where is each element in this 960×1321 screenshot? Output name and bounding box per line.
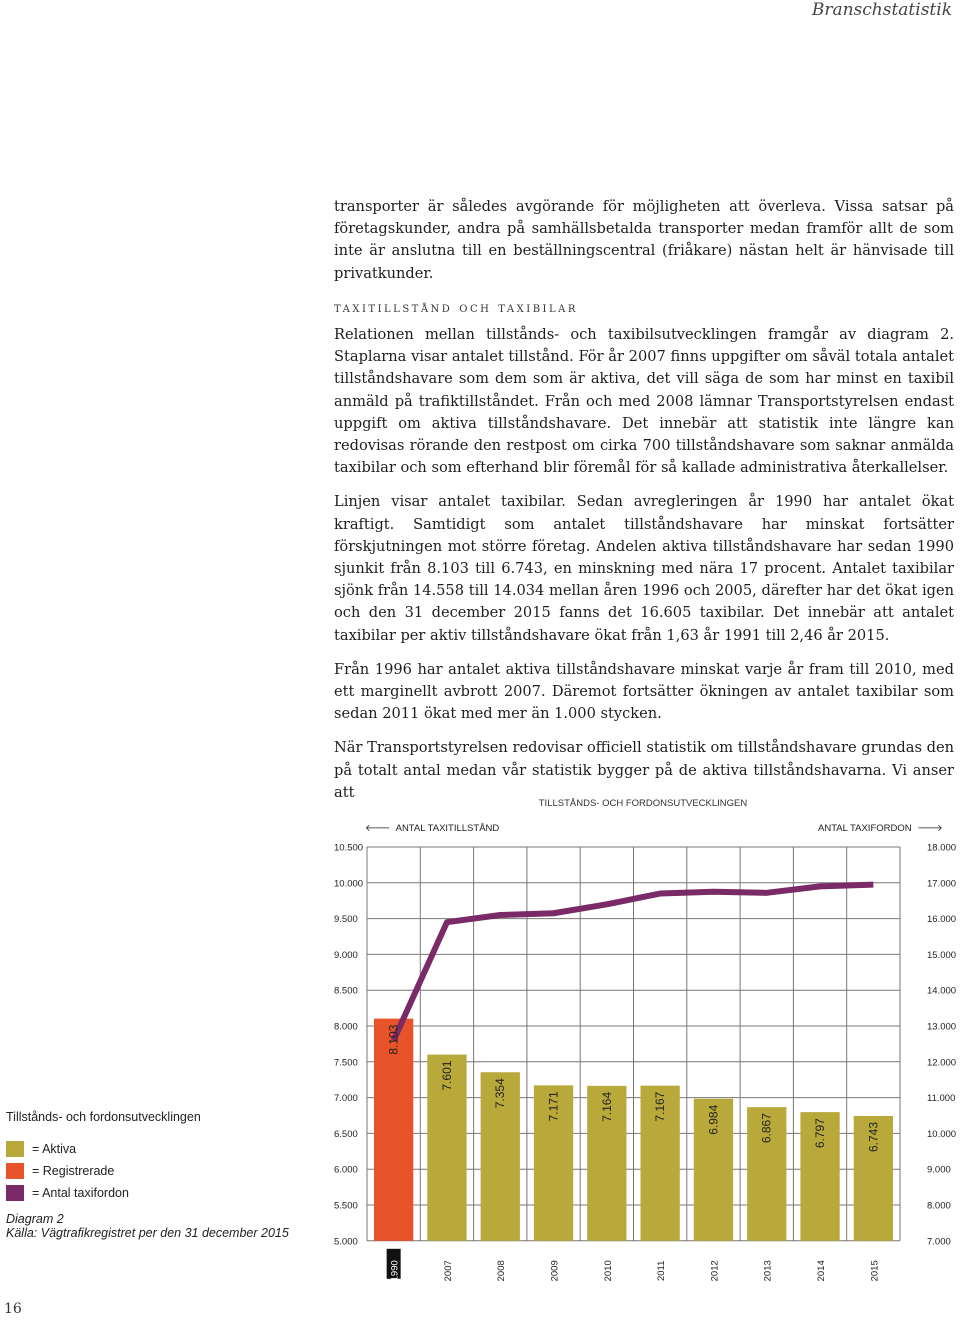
year-label-2007: 2007 — [442, 1260, 454, 1282]
section-heading: taxitillstånd och taxibilar — [334, 299, 578, 316]
left-tick-label: 7.000 — [334, 1093, 358, 1105]
chart-title: TILLSTÅNDS- OCH FORDONSUTVECKLINGEN — [538, 798, 748, 809]
right-tick-label: 8.000 — [927, 1200, 951, 1212]
legend-item-registrerade — [6, 1160, 306, 1182]
legend-label-taxifordon: = Antal taxifordon — [32, 1186, 129, 1200]
body-text — [334, 196, 954, 816]
left-tick-label: 8.000 — [334, 1021, 358, 1033]
right-tick-label: 14.000 — [927, 985, 957, 997]
left-axis-label — [365, 823, 499, 834]
intro-paragraph: transporter är således avgörande för möjligheten att överleva. Vissa satsar på företagskunder, andra på samhällsbetalda transporter medan framför allt de som inte är anslutna till en beställningscentral (friåkare) nästan helt är hänvisade till privatkunder. — [334, 198, 954, 282]
right-tick-label: 18.000 — [927, 842, 957, 854]
right-tick-label: 12.000 — [927, 1057, 957, 1069]
right-tick-label: 13.000 — [927, 1021, 957, 1033]
paragraph-1: Relationen mellan tillstånds- och taxibilsutvecklingen framgår av diagram 2. Staplarna visar antalet tillstånd. För år 2007 finns uppgifter om såväl totala antalet tillståndshavare som dem som är aktiva, det vill säga de som har minst en taxibil anmäld på trafiktillståndet. Från och med 2008 lämnar Transportstyrelsen endast uppgift om aktiva tillståndshavare. Det innebär att statistik inte längre kan redovisas rörande den restpost om cirka 700 tillståndshavare som saknar anmälda taxibilar och som efterhand blir föremål för så kallade administrativa återkallelser. — [334, 326, 954, 477]
diagram-label: Diagram 2 — [6, 1212, 64, 1226]
bar-label-2007: 7.601 — [439, 1060, 454, 1091]
legend-item-taxifordon — [6, 1182, 306, 1204]
left-tick-label: 6.000 — [334, 1164, 358, 1176]
bar-label-2012: 6.984 — [706, 1104, 721, 1135]
year-label-2015: 2015 — [869, 1260, 881, 1282]
left-axis-label-text: ANTAL TAXITILLSTÅND — [395, 823, 500, 834]
diagram-caption — [6, 1212, 306, 1240]
legend-label-registrerade: = Registrerade — [32, 1164, 115, 1178]
right-arrow-icon: 🡒 — [917, 823, 943, 834]
paragraph-3: Från 1996 har antalet aktiva tillståndshavare minskat varje år fram till 2010, med ett marginellt avbrott 2007. Däremot fortsätter ökningen av antalet taxibilar som sedan 2011 ökat med mer än 1.000 stycken. — [334, 660, 954, 723]
left-tick-label: 7.500 — [334, 1057, 358, 1069]
legend-swatch-registrerade — [6, 1163, 24, 1179]
year-label-2012: 2012 — [709, 1260, 721, 1282]
year-label-2009: 2009 — [549, 1260, 561, 1282]
legend-item-aktiva — [6, 1138, 306, 1160]
legend-swatch-taxifordon — [6, 1185, 24, 1201]
right-tick-label: 15.000 — [927, 949, 957, 961]
left-tick-label: 5.500 — [334, 1200, 358, 1212]
year-label-2008: 2008 — [496, 1260, 508, 1282]
chart-legend — [6, 1110, 306, 1240]
bar-label-2013: 6.867 — [759, 1113, 774, 1144]
left-tick-label: 8.500 — [334, 985, 358, 997]
right-axis-label — [818, 823, 943, 834]
paragraph-2: Linjen visar antalet taxibilar. Sedan avregleringen år 1990 har antalet ökat kraftigt. Samtidigt som antalet tillståndshavare har minskat fortsätter förskjutningen mot större företag. Andelen aktiva tillståndshavare har sedan 1990 sjunkit från 8.103 till 6.743, en minskning med nära 17 procent. Antalet taxibilar sjönk från 14.558 till 14.034 mellan åren 1996 och 2005, därefter har det ökat igen och den 31 december 2015 fanns det 16.605 taxibilar. Det innebär att antalet taxibilar per aktiv tillståndshavare ökat från 1,63 år 1991 till 2,46 år 2015. — [334, 493, 954, 644]
right-tick-label: 9.000 — [927, 1164, 951, 1176]
page-number: 16 — [4, 1301, 22, 1317]
right-tick-label: 7.000 — [927, 1236, 951, 1248]
left-tick-label: 10.000 — [334, 878, 364, 890]
right-tick-label: 11.000 — [927, 1093, 956, 1105]
paragraph-4: När Transportstyrelsen redovisar officiell statistik om tillståndshavare grundas den på totalt antal medan vår statistik bygger på de aktiva tillståndshavarna. Vi anser att — [334, 739, 954, 801]
bar-label-1990: 8.103 — [386, 1024, 401, 1055]
bar-label-2008: 7.354 — [493, 1078, 508, 1109]
right-tick-label: 16.000 — [927, 914, 957, 926]
left-tick-label: 6.500 — [334, 1128, 358, 1140]
legend-title: Tillstånds- och fordonsutvecklingen — [6, 1110, 201, 1124]
chart-year-labels — [387, 1249, 881, 1282]
year-label-2013: 2013 — [762, 1260, 774, 1282]
year-label-2011: 2011 — [656, 1260, 668, 1282]
legend-label-aktiva: = Aktiva — [32, 1142, 77, 1156]
year-label-2010: 2010 — [602, 1260, 614, 1282]
bar-label-2010: 7.164 — [599, 1091, 614, 1122]
bar-label-2015: 6.743 — [866, 1122, 881, 1153]
year-label-2014: 2014 — [816, 1260, 828, 1282]
right-tick-label: 17.000 — [927, 878, 957, 890]
left-tick-label: 9.000 — [334, 949, 358, 961]
bar-label-2011: 7.167 — [653, 1091, 668, 1122]
left-tick-label: 9.500 — [334, 914, 358, 926]
left-tick-label: 5.000 — [334, 1236, 358, 1248]
left-tick-label: 10.500 — [334, 842, 364, 854]
bar-label-2014: 6.797 — [813, 1118, 828, 1149]
right-axis-label-text: ANTAL TAXIFORDON — [818, 823, 912, 834]
right-tick-label: 10.000 — [927, 1128, 957, 1140]
year-label-1990: 1990 — [389, 1260, 401, 1282]
bar-label-2009: 7.171 — [546, 1091, 561, 1122]
left-arrow-icon: 🡐 — [365, 823, 391, 834]
legend-swatch-aktiva — [6, 1141, 24, 1157]
diagram-source: Källa: Vägtrafikregistret per den 31 december 2015 — [6, 1226, 289, 1240]
running-header: Branschstatistik — [811, 0, 952, 20]
